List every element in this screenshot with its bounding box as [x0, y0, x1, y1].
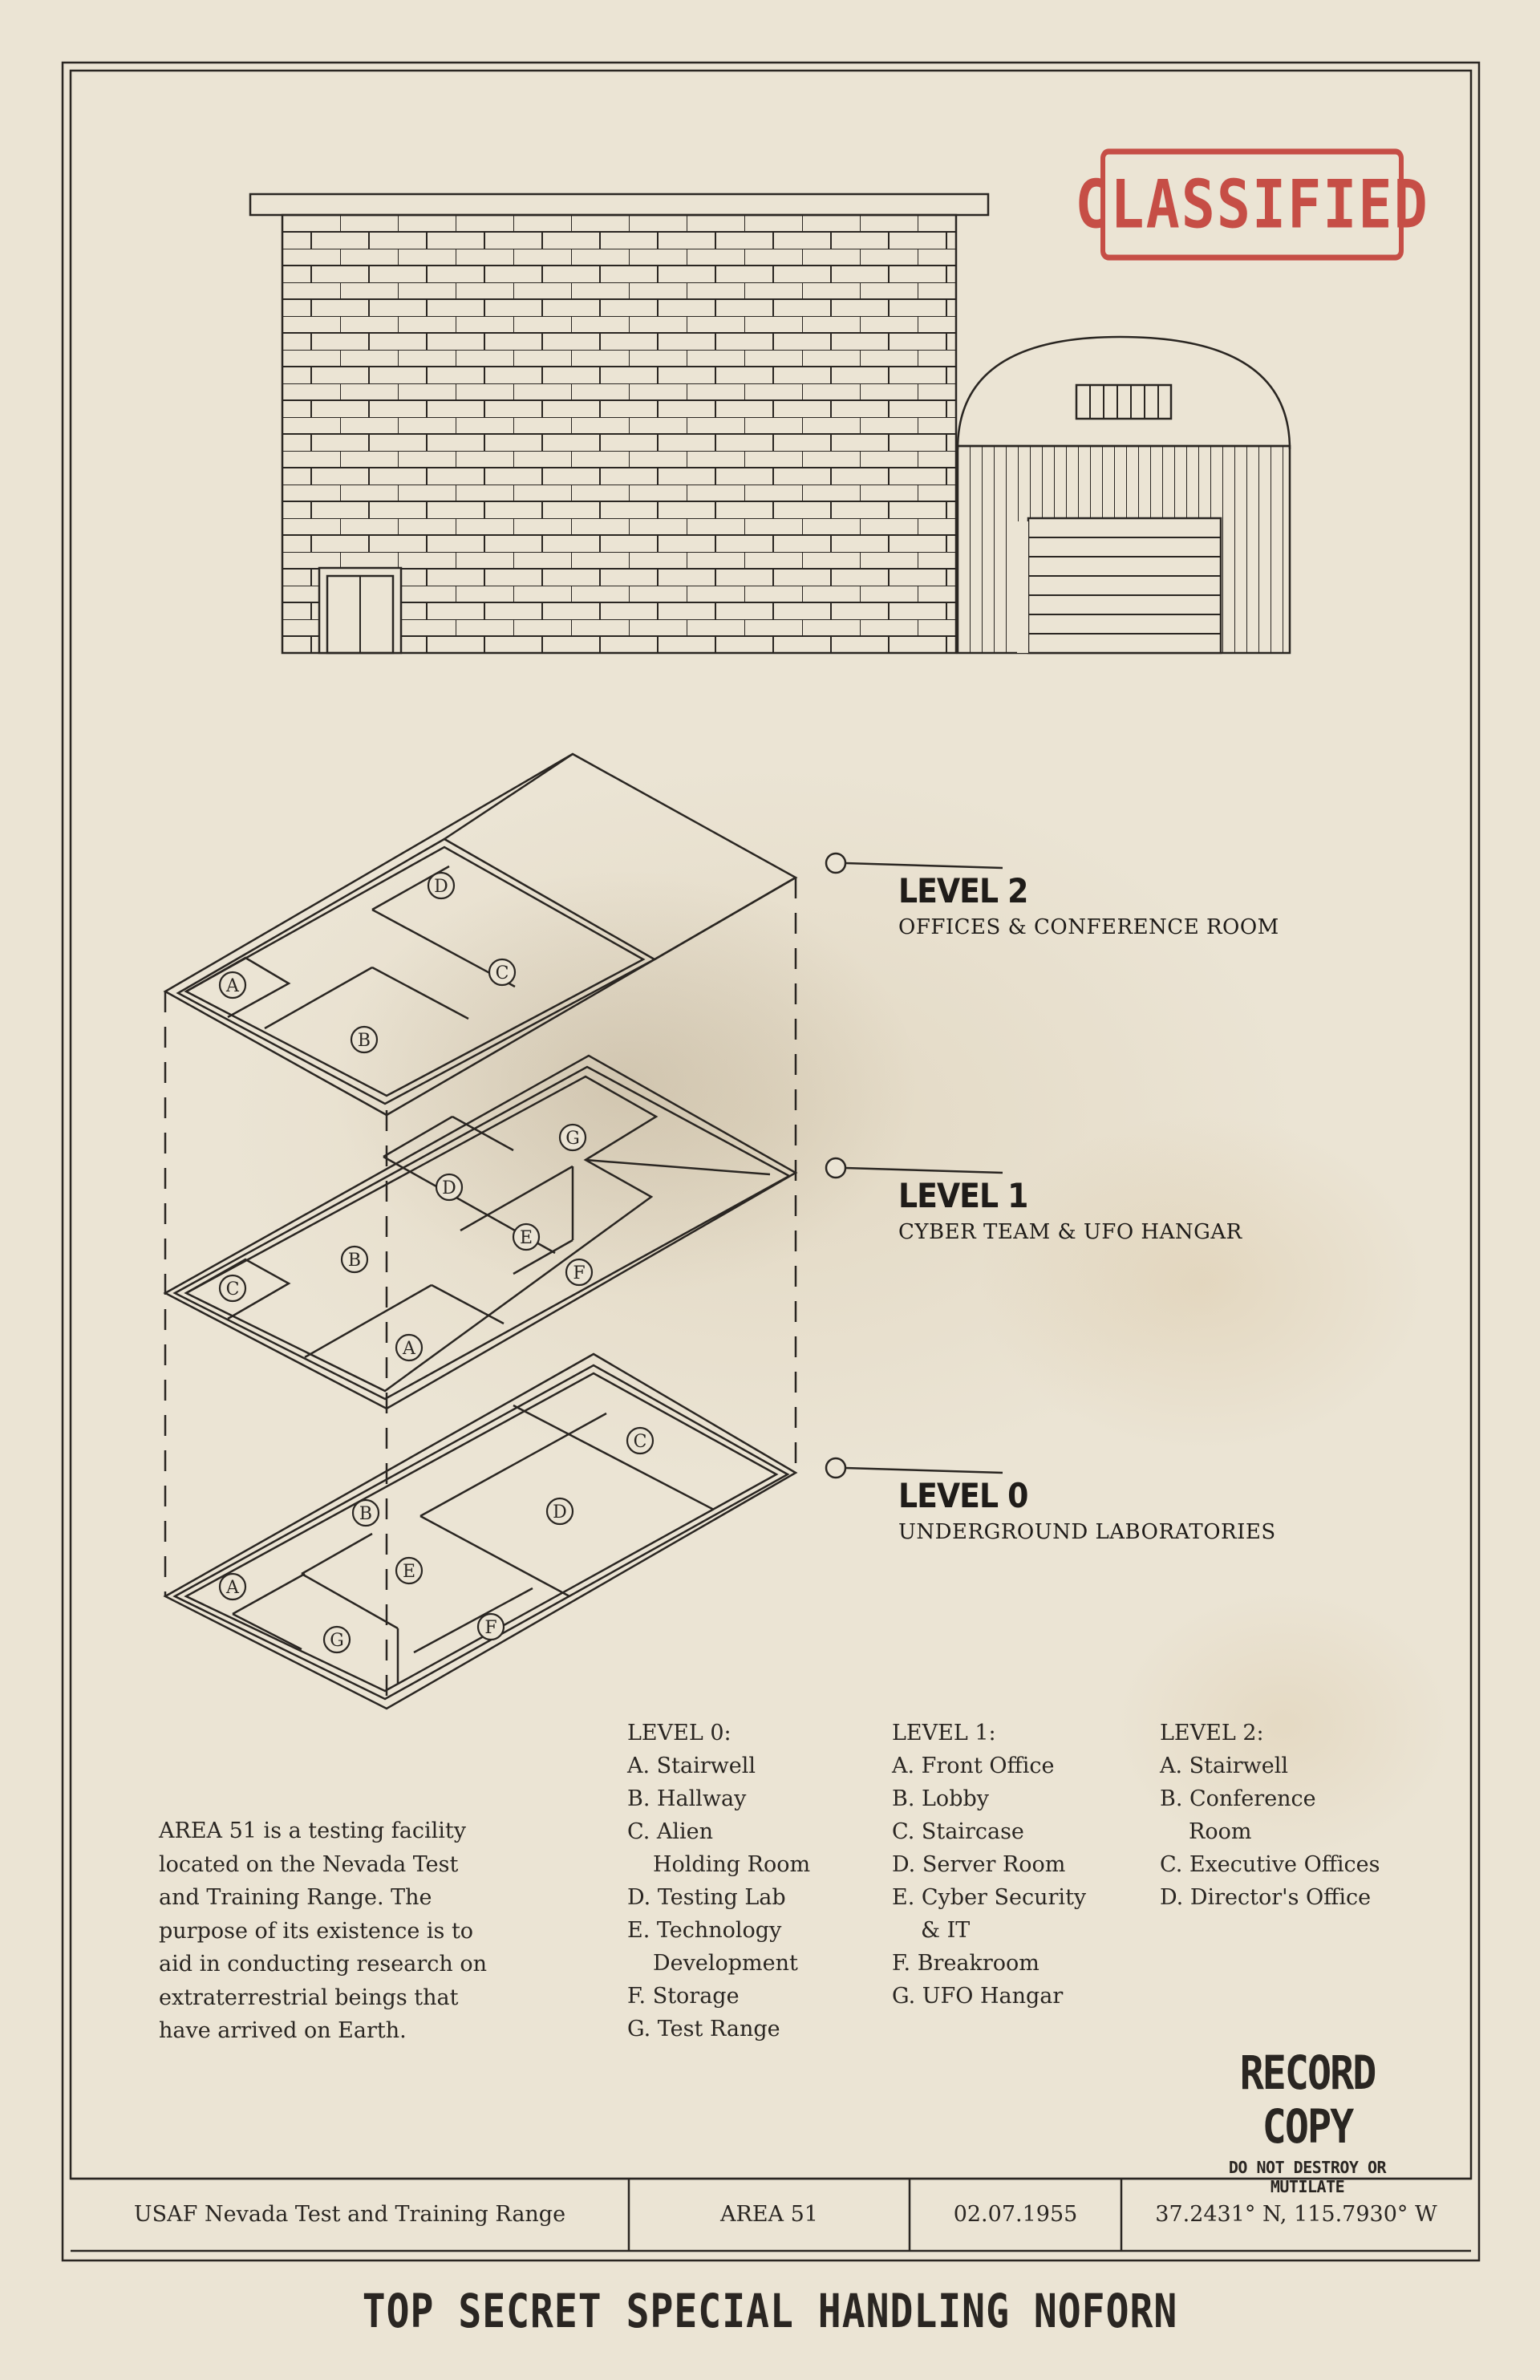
marker-letter: E [519, 1228, 533, 1248]
floor-level-2 [165, 754, 796, 1115]
level-guides [165, 878, 796, 1701]
marker-letter: D [434, 877, 448, 897]
legend-item: B. Hallway [627, 1786, 747, 1811]
legend-level-0 [627, 1717, 810, 2046]
level-0-title: LEVEL 0 [898, 1476, 1028, 1515]
legend-item: Holding Room [653, 1852, 811, 1877]
legend-item: Development [653, 1951, 798, 1976]
marker-letter: G [565, 1129, 580, 1149]
legend-item: B. Conference [1160, 1786, 1316, 1811]
level-callouts [826, 853, 1003, 1478]
level-1-label [898, 1176, 1242, 1244]
legend-item: C. Staircase [892, 1819, 1024, 1844]
marker-letter: F [484, 1618, 497, 1638]
legend-item: B. Lobby [892, 1786, 990, 1811]
level-2-label [898, 871, 1279, 939]
marker-letter: C [633, 1432, 647, 1452]
facility-description: AREA 51 is a testing facility located on the Nevada Test and Training Range. The purpose of its existence is to aid in conducting research on extraterrestrial beings that have arrived on Earth. [159, 1818, 487, 2043]
building-roof [250, 194, 988, 215]
marker-letter: A [403, 1339, 415, 1359]
marker-letter: B [357, 1031, 371, 1051]
legend-heading: LEVEL 2: [1160, 1721, 1264, 1745]
legend-item: & IT [921, 1918, 971, 1943]
marker-letter: B [347, 1251, 362, 1271]
building-door [319, 568, 401, 653]
marker-letter: C [495, 963, 509, 983]
footer-location: USAF Nevada Test and Training Range [133, 2201, 566, 2227]
legend-item: G. Test Range [627, 2017, 780, 2041]
marker-letter: E [402, 1562, 416, 1582]
legend-level-1 [892, 1717, 1086, 2013]
legend-item: D. Testing Lab [627, 1885, 786, 1910]
record-copy-mark [1187, 2046, 1428, 2196]
legend-item: D. Director's Office [1160, 1885, 1372, 1910]
legend-heading: LEVEL 1: [892, 1721, 996, 1745]
legend-item: G. UFO Hangar [892, 1984, 1064, 2009]
footer-facility: AREA 51 [720, 2201, 818, 2227]
record-copy-title: RECORD COPY [1239, 2046, 1376, 2154]
floor-level-0 [165, 1354, 796, 1709]
legend-item: E. Technology [627, 1918, 782, 1943]
legend-item: A. Front Office [892, 1754, 1055, 1778]
legend-level-2 [1160, 1717, 1380, 1914]
classified-stamp-text: CLASSIFIED [1075, 165, 1429, 244]
legend-heading: LEVEL 0: [627, 1721, 732, 1745]
footer-date: 02.07.1955 [953, 2201, 1078, 2227]
level-1-subtitle: CYBER TEAM & UFO HANGAR [898, 1220, 1242, 1244]
marker-letter: D [553, 1502, 567, 1522]
classified-stamp [1075, 148, 1429, 260]
footer-coordinates: 37.2431° N, 115.7930° W [1155, 2201, 1437, 2227]
legend-item: A. Stairwell [1160, 1754, 1289, 1778]
level-2-subtitle: OFFICES & CONFERENCE ROOM [898, 915, 1279, 939]
marker-letter: F [573, 1263, 586, 1283]
hangar-door [1017, 518, 1221, 653]
legend-item: F. Storage [627, 1984, 740, 2009]
legend-item: C. Executive Offices [1160, 1852, 1380, 1877]
classification-banner: TOP SECRET SPECIAL HANDLING NOFORN [362, 2285, 1178, 2339]
marker-letter: G [330, 1631, 344, 1651]
legend-item: D. Server Room [892, 1852, 1066, 1877]
floor-level-1 [165, 1056, 796, 1409]
brick-building [250, 194, 988, 653]
level-0-subtitle: UNDERGROUND LABORATORIES [898, 1520, 1276, 1544]
legend-item: F. Breakroom [892, 1951, 1040, 1976]
level-0-label [898, 1476, 1276, 1544]
level-1-title: LEVEL 1 [898, 1176, 1028, 1215]
legend-item: C. Alien [627, 1819, 713, 1844]
legend-item: E. Cyber Security [892, 1885, 1087, 1910]
level-2-title: LEVEL 2 [898, 871, 1028, 910]
legend-item: Room [1189, 1819, 1252, 1844]
marker-letter: A [226, 976, 239, 996]
marker-letter: B [359, 1504, 373, 1524]
marker-letter: D [442, 1178, 456, 1198]
hangar-building [958, 337, 1290, 653]
legend-item: A. Stairwell [627, 1754, 756, 1778]
marker-letter: C [225, 1279, 240, 1299]
marker-letter: A [226, 1578, 239, 1598]
hangar-vent [1076, 385, 1171, 419]
record-copy-subtitle: DO NOT DESTROY OR MUTILATE [1228, 2158, 1387, 2196]
